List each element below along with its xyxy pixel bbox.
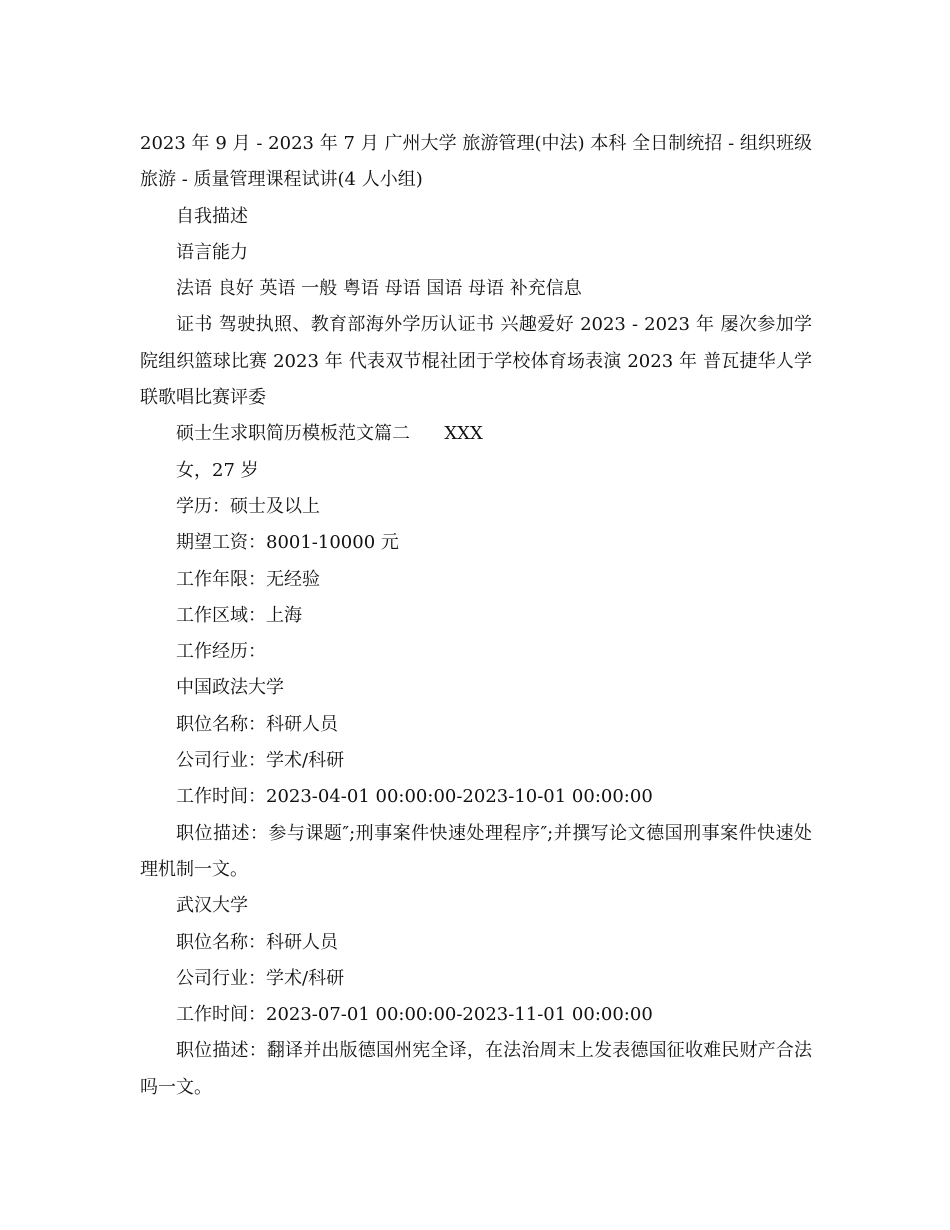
expected-salary-line: 期望工资：8001-10000 元 xyxy=(176,532,399,554)
work-period-line: 工作时间：2023-04-01 00:00:00-2023-10-01 00:00:00 xyxy=(176,786,653,808)
work-years-line: 工作年限：无经验 xyxy=(176,568,320,590)
document-body xyxy=(140,126,812,1106)
gender-age-line: 女，27 岁 xyxy=(176,459,259,481)
resume-sample-title: 硕士生求职简历模板范文篇二 XXX xyxy=(176,423,483,445)
industry-line: 公司行业：学术/科研 xyxy=(176,967,345,989)
employer-name: 中国政法大学 xyxy=(176,677,284,699)
work-experience-heading: 工作经历： xyxy=(176,641,266,663)
job-description-line: 职位描述：参与课题″;刑事案件快速处理程序″;并撰写论文德国刑事案件快速处理机制一文。 xyxy=(140,822,812,880)
degree-line: 学历：硕士及以上 xyxy=(176,495,320,517)
job-title-line: 职位名称：科研人员 xyxy=(176,931,338,953)
industry-line: 公司行业：学术/科研 xyxy=(176,750,345,772)
certificates-hobbies-paragraph: 证书 驾驶执照、教育部海外学历认证书 兴趣爱好 2023 - 2023 年 屡次参加学院组织篮球比赛 2023 年 代表双节棍社团于学校体育场表演 2023 年 普瓦捷华人学联歌唱比赛评委 xyxy=(140,314,812,409)
job-description-line: 职位描述：翻译并出版德国州宪全译，在法治周末上发表德国征收难民财产合法吗一文。 xyxy=(140,1040,812,1098)
work-period-line: 工作时间：2023-07-01 00:00:00-2023-11-01 00:00:00 xyxy=(176,1004,653,1026)
job-title-line: 职位名称：科研人员 xyxy=(176,713,338,735)
employer-name: 武汉大学 xyxy=(176,895,248,917)
education-entry: 2023 年 9 月 - 2023 年 7 月 广州大学 旅游管理(中法) 本科 全日制统招 - 组织班级旅游 - 质量管理课程试讲(4 人小组) xyxy=(140,133,812,191)
section-heading-self-description: 自我描述 xyxy=(176,205,248,227)
work-region-line: 工作区域：上海 xyxy=(176,604,302,626)
section-heading-language-skills: 语言能力 xyxy=(176,241,248,263)
language-skills-line: 法语 良好 英语 一般 粤语 母语 国语 母语 补充信息 xyxy=(176,278,582,300)
